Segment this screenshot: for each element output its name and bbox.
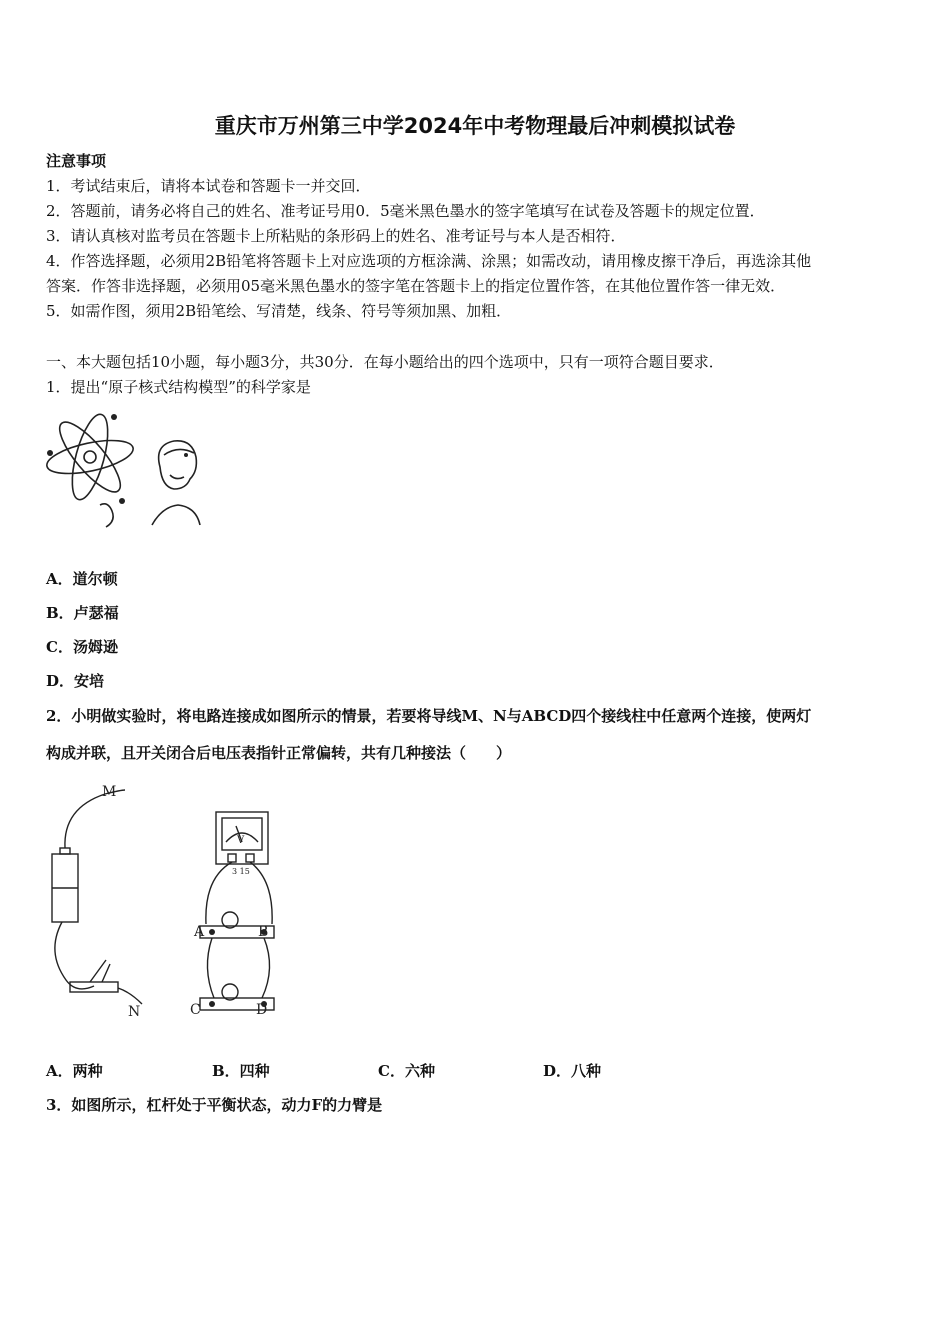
- page-title: 重庆市万州第三中学2024年中考物理最后冲刺模拟试卷: [214, 114, 736, 138]
- question-2-stem: 2．小明做实验时，将电路连接成如图所示的情景，若要将导线M、N与ABCD四个接线柱中任意两个连接，使两灯: [46, 707, 812, 725]
- label-d: D: [256, 1002, 268, 1018]
- question-2-option[interactable]: C．六种: [378, 1062, 435, 1080]
- notice-item: 5．如需作图，须用2B铅笔绘、写清楚，线条、符号等须加黑、加粗．: [46, 302, 512, 320]
- label-m: M: [102, 784, 117, 800]
- atom-scientist-illustration: [42, 405, 202, 533]
- notice-item: 3．请认真核对监考员在答题卡上所粘贴的条形码上的姓名、准考证号与本人是否相符．: [46, 227, 626, 245]
- question-1-option[interactable]: D．安培: [46, 672, 105, 690]
- question-1-option[interactable]: C．汤姆逊: [46, 638, 118, 656]
- voltmeter-scale: 3 15: [232, 867, 250, 876]
- question-3-stem: 3．如图所示，杠杆处于平衡状态，动力F的力臂是: [46, 1096, 383, 1114]
- label-b: B: [258, 924, 269, 940]
- notice-heading: 注意事项: [46, 152, 107, 170]
- question-2-option[interactable]: D．八种: [543, 1062, 602, 1080]
- question-1-stem: 1．提出“原子核式结构模型”的科学家是: [46, 378, 311, 396]
- section-heading: 一、本大题包括10小题，每小题3分，共30分．在每小题给出的四个选项中，只有一项符合题目要求．: [46, 353, 724, 371]
- question-1-option[interactable]: A．道尔顿: [46, 570, 118, 588]
- label-n: N: [128, 1004, 141, 1020]
- question-2-option[interactable]: A．两种: [46, 1062, 103, 1080]
- question-2-option[interactable]: B．四种: [212, 1062, 270, 1080]
- label-c: C: [190, 1002, 201, 1018]
- notice-item: 2．答题前，请务必将自己的姓名、准考证号用0．5毫米黑色墨水的签字笔填写在试卷及答题卡的规定位置．: [46, 202, 765, 220]
- notice-item: 1．考试结束后，请将本试卷和答题卡一并交回．: [46, 177, 371, 195]
- notice-item: 答案．作答非选择题，必须用05毫米黑色墨水的签字笔在答题卡上的指定位置作答，在其他位置作答一律无效．: [46, 277, 786, 295]
- circuit-diagram: [40, 780, 280, 1025]
- label-a: A: [194, 924, 205, 940]
- voltmeter-v: V: [237, 835, 245, 846]
- question-1-option[interactable]: B．卢瑟福: [46, 604, 119, 622]
- notice-item: 4．作答选择题，必须用2B铅笔将答题卡上对应选项的方框涂满、涂黑；如需改动，请用橡皮擦干净后，再选涂其他: [46, 252, 812, 270]
- question-2-stem: 构成并联，且开关闭合后电压表指针正常偏转，共有几种接法（ ）: [46, 744, 512, 762]
